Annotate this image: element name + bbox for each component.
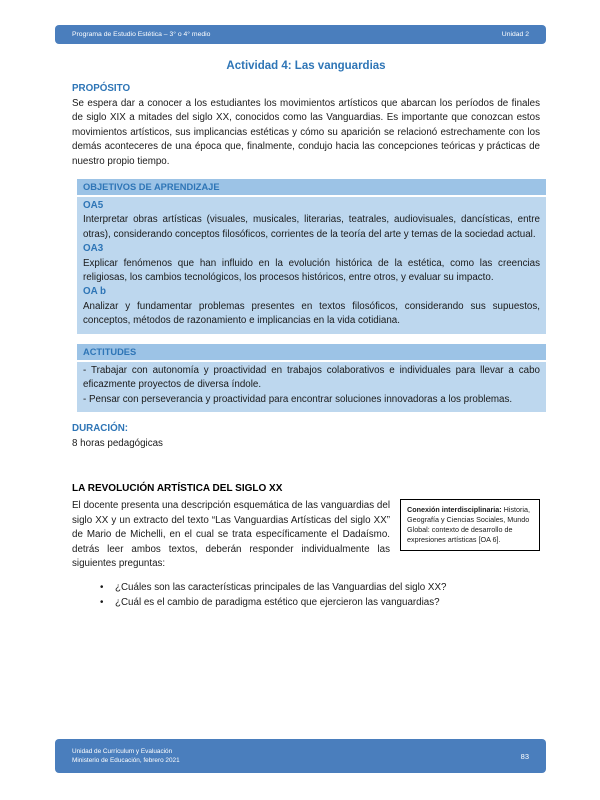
conexion-body: Historia, Geografía y Ciencias Sociales, Mundo Global: contexto de desarrollo de expresiones artísticas [OA 6]. (407, 505, 531, 544)
oa-code: OA5 (83, 200, 104, 212)
header-program-title: Programa de Estudio Estética – 3° o 4° medio (72, 31, 211, 38)
footer-credits (72, 747, 180, 766)
footer-line1: Unidad de Currículum y Evaluación (72, 747, 173, 755)
bullet-icon: • (100, 582, 104, 594)
section-paragraph: El docente presenta una descripción esquemática de las vanguardias del siglo XX y un extracto del texto “Las Vanguardias Artísticas del siglo XX” de Mario de Michelli, en el cual se trata específicamente el Dadaísmo. detrás leer ambos textos, deberán responder individualmente las siguientes preguntas: (72, 500, 390, 569)
duracion-value: 8 horas pedagógicas (72, 437, 163, 449)
section-heading: LA REVOLUCIÓN ARTÍSTICA DEL SIGLO XX (72, 483, 283, 495)
question-text: ¿Cuál es el cambio de paradigma estético que ejercieron las vanguardias? (115, 597, 440, 609)
section-row (72, 499, 540, 571)
question-text: ¿Cuáles son las características principales de las Vanguardias del siglo XX? (115, 582, 447, 594)
bullet-icon: • (100, 597, 104, 609)
document-footer-bar (55, 739, 546, 773)
objetivos-box (77, 179, 546, 334)
actitudes-body (77, 362, 546, 412)
page-number: 83 (520, 751, 529, 761)
document-header-bar (55, 25, 546, 44)
question-list (72, 580, 540, 610)
objetivos-heading: OBJETIVOS DE APRENDIZAJE (77, 179, 546, 197)
oa-text: Interpretar obras artísticas (visuales, musicales, literarias, teatrales, audiovisuales, dancísticas, entre otras), considerando conceptos filosóficos, corrientes de la teoría del arte y temas de la sociedad actual. (83, 214, 540, 240)
actitudes-box (77, 344, 546, 412)
list-item (72, 595, 540, 610)
footer-line2: Ministerio de Educación, febrero 2021 (72, 757, 180, 764)
actitudes-heading: ACTITUDES (77, 344, 546, 362)
oa-code: OA b (83, 286, 107, 298)
actitud-item: - Trabajar con autonomía y proactividad en trabajos colaborativos e individuales para llevar a cabo eficazmente proyectos de diversa índole. (83, 364, 540, 391)
actitud-item: - Pensar con perseverancia y proactividad para encontrar soluciones innovadoras a los problemas. (83, 393, 513, 405)
oa-text: Explicar fenómenos que han influido en la evolución histórica de la estética, como las creencias religiosas, los cambios tecnológicos, los procesos históricos, entre otros, y evaluar su impacto. (83, 257, 540, 284)
page-content (72, 60, 540, 610)
oa-text: Analizar y fundamentar problemas presentes en textos filosóficos, considerando sus supuestos, conceptos, métodos de razonamiento e implicancias en la vida cotidiana. (83, 300, 540, 327)
header-unit-label: Unidad 2 (501, 31, 529, 38)
proposito-heading: PROPÓSITO (72, 83, 131, 94)
duracion-heading: DURACIÓN: (72, 422, 129, 434)
oa-code: OA3 (83, 243, 104, 255)
objetivos-body (77, 197, 546, 334)
conexion-interdisciplinaria-box (400, 499, 540, 550)
conexion-heading: Conexión interdisciplinaria: (407, 505, 502, 515)
page-title: Actividad 4: Las vanguardias (226, 60, 386, 72)
list-item (72, 580, 540, 595)
proposito-paragraph: Se espera dar a conocer a los estudiantes los movimientos artísticos que abarcan los períodos de finales de siglo XIX a mitades del siglo XX, conocidos como las Vanguardias. Es importante que conozcan estos movimientos artísticos, sus implicancias estéticas y cómo su aparición se relacionó estrechamente con los demás aconteceres de una época que, finalmente, condujo hacia las concepciones teóricas y prácticas de nuestro propio tiempo. (72, 98, 540, 167)
